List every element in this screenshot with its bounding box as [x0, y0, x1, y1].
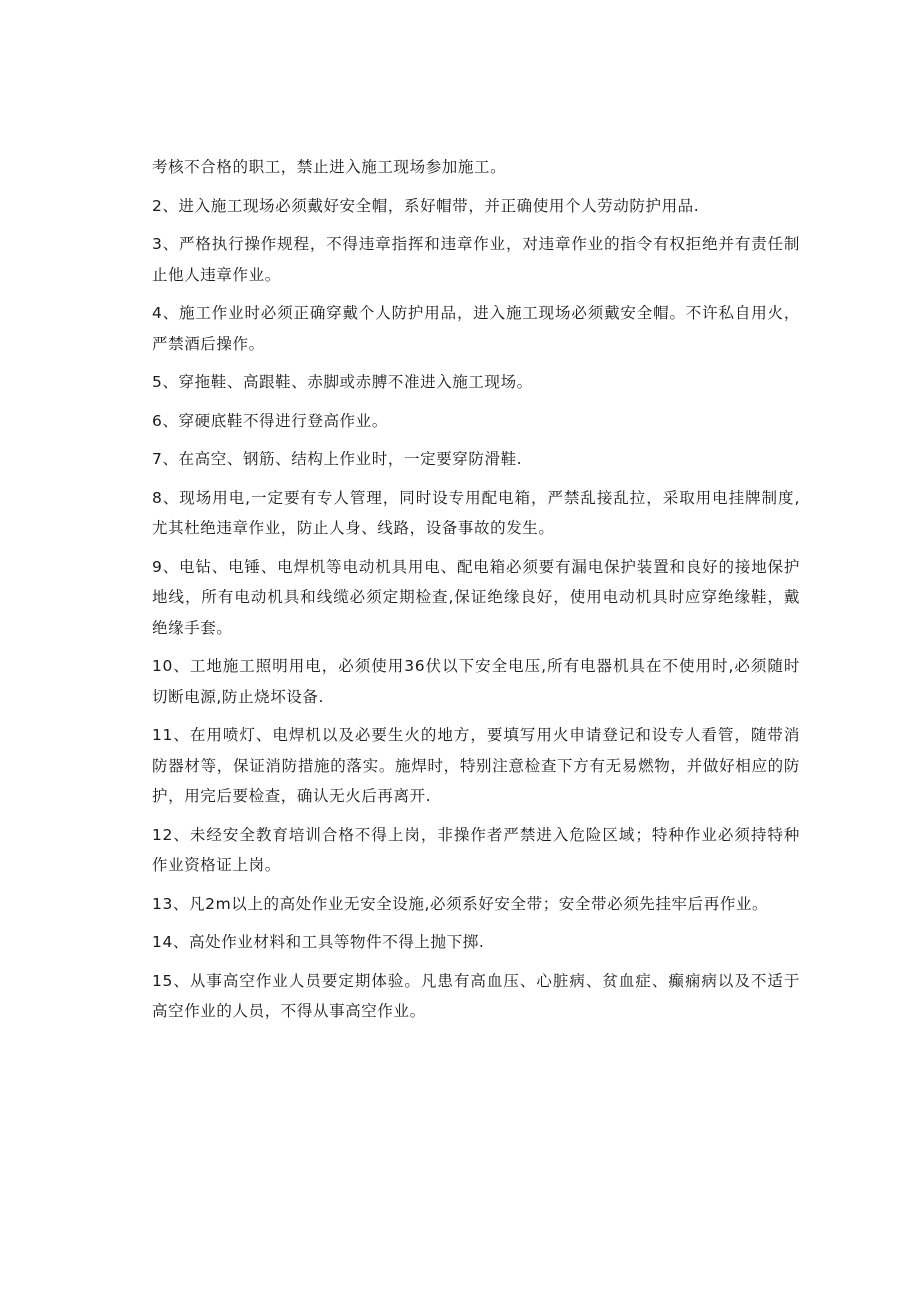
document-body: [152, 152, 800, 1035]
paragraph-14: 14、高处作业材料和工具等物件不得上抛下掷.: [152, 933, 485, 951]
paragraph-9: 9、电钻、电锤、电焊机等电动机具用电、配电箱必须要有漏电保护装置和良好的接地保护地线，所有电动机具和线缆必须定期检查,保证绝缘良好，使用电动机具时应穿绝缘鞋，戴绝缘手套。: [152, 557, 800, 637]
paragraph-2: 2、进入施工现场必须戴好安全帽，系好帽带，并正确使用个人劳动防护用品.: [152, 196, 700, 215]
paragraph-6: 6、穿硬底鞋不得进行登高作业。: [152, 411, 388, 430]
paragraph-10: 10、工地施工照明用电，必须使用36伏以下安全电压,所有电器机具在不使用时,必须随时切断电源,防止烧坏设备.: [152, 657, 800, 706]
paragraph-7: 7、在高空、钢筋、结构上作业时，一定要穿防滑鞋.: [152, 450, 523, 468]
paragraph-4: 4、施工作业时必须正确穿戴个人防护用品，进入施工现场必须戴安全帽。不许私自用火，严禁酒后操作。: [152, 304, 800, 353]
paragraph-13: 13、凡2m以上的高处作业无安全设施,必须系好安全带；安全带必须先挂牢后再作业。: [152, 894, 769, 913]
paragraph-12: 12、未经安全教育培训合格不得上岗，非操作者严禁进入危险区域；特种作业必须持特种作业资格证上岗。: [152, 825, 800, 874]
paragraph-5: 5、穿拖鞋、高跟鞋、赤脚或赤膊不准进入施工现场。: [152, 373, 533, 391]
paragraph-11: 11、在用喷灯、电焊机以及必要生火的地方，要填写用火申请登记和设专人看管，随带消防器材等，保证消防措施的落实。施焊时，特别注意检查下方有无易燃物，并做好相应的防护，用完后要检查，确认无火后再离开.: [152, 726, 800, 805]
paragraph-1: 考核不合格的职工，禁止进入施工现场参加施工。: [152, 158, 507, 176]
paragraph-3: 3、严格执行操作规程，不得违章指挥和违章作业，对违章作业的指令有权拒绝并有责任制止他人违章作业。: [152, 235, 800, 284]
paragraph-8: 8、现场用电,一定要有专人管理，同时设专用配电箱，严禁乱接乱拉，采取用电挂牌制度,尤其杜绝违章作业，防止人身、线路，设备事故的发生。: [152, 488, 800, 537]
paragraph-15: 15、从事高空作业人员要定期体验。凡患有高血压、心脏病、贫血症、癫痫病以及不适于高空作业的人员，不得从事高空作业。: [152, 971, 800, 1020]
